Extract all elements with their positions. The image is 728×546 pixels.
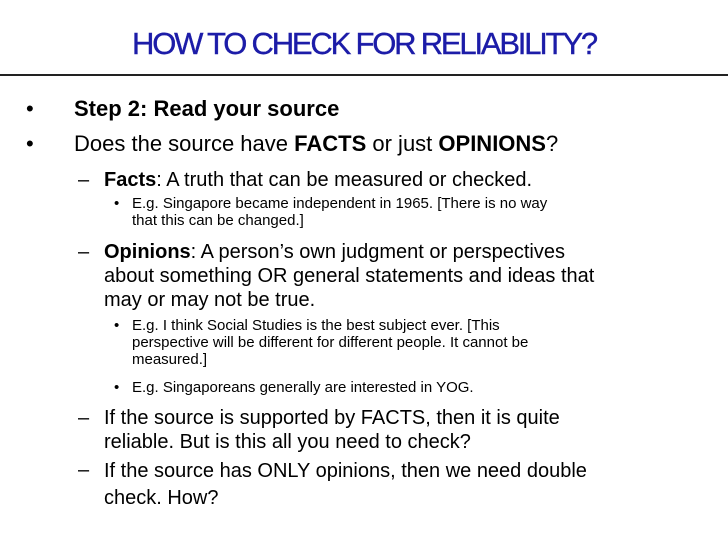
bullet-glyph: • (114, 379, 120, 396)
opinions-example-line: E.g. I think Social Studies is the best subject ever. [This (132, 317, 500, 334)
question-opinions: OPINIONS (438, 131, 546, 156)
step-text: Step 2: Read your source (74, 96, 340, 121)
opinions-example-1 (132, 317, 702, 368)
facts-example (132, 195, 702, 229)
opinions-example-line: measured.] (132, 351, 208, 368)
opinions-reliability-point (104, 458, 704, 512)
step-heading (74, 96, 339, 122)
dash-glyph: – (78, 459, 90, 481)
opinions-point-line: check. How? (104, 487, 219, 509)
facts-point-line: If the source is supported by FACTS, then it is quite (104, 407, 560, 429)
opinions-term: Opinions (104, 241, 191, 263)
opinions-def-text: : A person’s own judgment or perspectives (190, 241, 565, 263)
slide-title: HOW TO CHECK FOR RELIABILITY? (132, 26, 596, 61)
facts-def-text: : A truth that can be measured or checked. (156, 169, 533, 191)
dash-glyph: – (78, 169, 90, 191)
opinions-def-text: about something OR general statements and ideas that (104, 265, 595, 287)
question-text: ? (545, 131, 559, 156)
facts-opinions-question (74, 131, 558, 157)
opinions-definition (104, 240, 704, 312)
dash-glyph: – (78, 241, 90, 263)
bullet-glyph: • (114, 195, 120, 212)
bullet-glyph: • (114, 317, 120, 334)
opinions-example-2: E.g. Singaporeans generally are interested in YOG. (132, 379, 474, 396)
facts-example-line: that this can be changed.] (132, 212, 304, 229)
facts-definition (104, 168, 704, 192)
question-text: or just (366, 131, 439, 156)
question-facts: FACTS (294, 131, 367, 156)
dash-glyph: – (78, 407, 90, 429)
title-divider (0, 74, 728, 76)
facts-reliability-point (104, 406, 704, 454)
facts-term: Facts (104, 169, 157, 191)
opinions-example-line: perspective will be different for different people. It cannot be (132, 334, 529, 351)
question-text: Does the source have (74, 131, 295, 156)
facts-point-line: reliable. But is this all you need to check? (104, 431, 471, 453)
facts-example-line: E.g. Singapore became independent in 1965. [There is no way (132, 195, 548, 212)
bullet-glyph: • (26, 131, 34, 156)
bullet-glyph: • (26, 96, 34, 121)
opinions-def-text: may or may not be true. (104, 289, 316, 311)
opinions-point-line: If the source has ONLY opinions, then we need double (104, 460, 587, 482)
